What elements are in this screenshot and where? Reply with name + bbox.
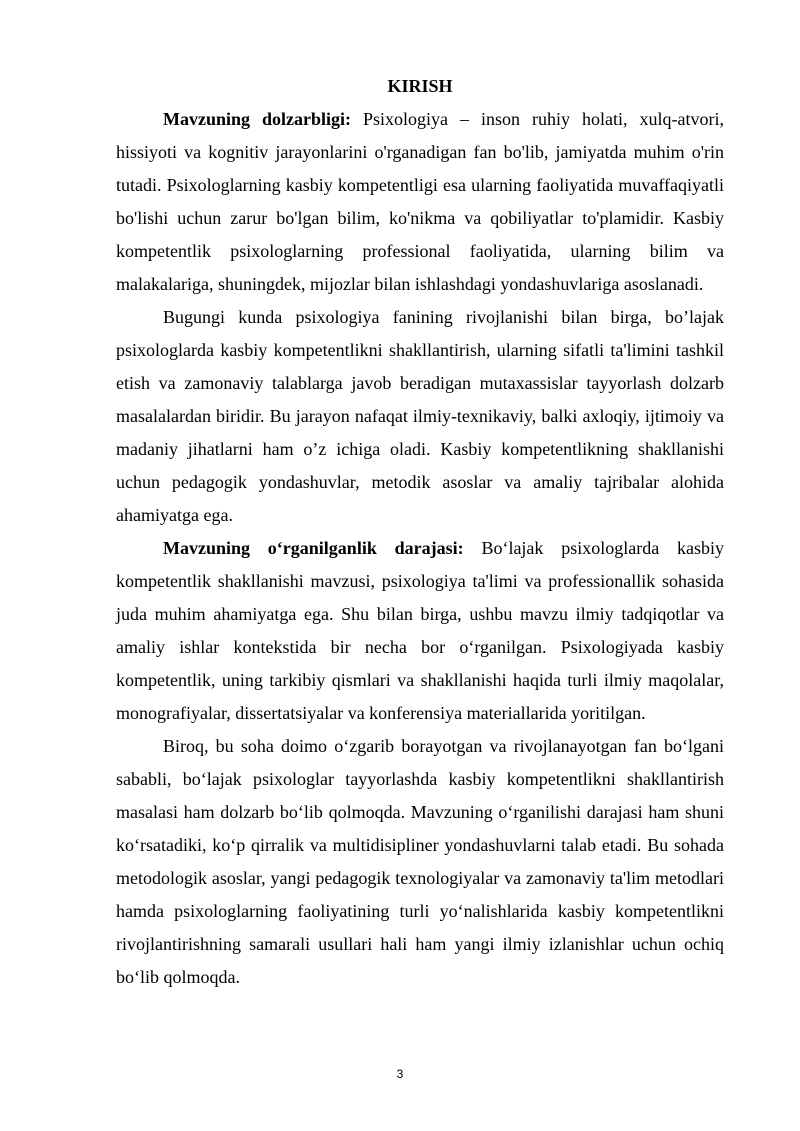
paragraph-lead: Mavzuning dolzarbligi: <box>163 109 352 129</box>
paragraph-body: Psixologiya – inson ruhiy holati, xulq-atvori, hissiyoti va kognitiv jarayonlarini o'rganadigan fan bo'lib, jamiyatda muhim o'rin tutadi. Psixologlarning kasbiy kompetentligi esa ularning faoliyatida muvaffaqiyatli bo'lishi uchun zarur bo'lgan bilim, ko'nikma va qobiliyatlar to'plamidir. Kasbiy kompetentlik psixologlarning professional faoliyatida, ularning bilim va malakalariga, shuningdek, mijozlar bilan ishlashdagi yondashuvlariga asoslanadi. <box>116 109 724 294</box>
paragraph-today <box>116 301 724 532</box>
page-content <box>116 70 724 994</box>
paragraph-body: Biroq, bu soha doimo o‘zgarib borayotgan va rivojlanayotgan fan bo‘lgani sababli, bo‘lajak psixologlar tayyorlashda kasbiy kompetentlikni shakllantirish masalasi ham dolzarb bo‘lib qolmoqda. Mavzuning o‘rganilishi darajasi ham shuni ko‘rsatadiki, ko‘p qirralik va multidisipliner yondashuvlarni talab etadi. Bu sohada metodologik asoslar, yangi pedagogik texnologiyalar va zamonaviy ta'lim metodlari hamda psixologlarning faoliyatining turli yo‘nalishlarida kasbiy kompetentlikni rivojlantirishning samarali usullari hali ham yangi ilmiy izlanishlar uchun ochiq bo‘lib qolmoqda. <box>116 736 724 987</box>
paragraph-lead: Mavzuning o‘rganilganlik darajasi: <box>163 538 464 558</box>
page-number: 3 <box>396 1067 404 1081</box>
paragraph-body: Bugungi kunda psixologiya fanining rivojlanishi bilan birga, bo’lajak psixologlarda kasbiy kompetentlikni shakllantirish, ularning sifatli ta'limini tashkil etish va zamonaviy talablarga javob beradigan mutaxassislar tayyorlash dolzarb masalalardan biridir. Bu jarayon nafaqat ilmiy-texnikaviy, balki axloqiy, ijtimoiy va madaniy jihatlarni ham o’z ichiga oladi. Kasbiy kompetentlikning shakllanishi uchun pedagogik yondashuvlar, metodik asoslar va amaliy tajribalar alohida ahamiyatga ega. <box>116 307 724 525</box>
paragraph-relevance <box>116 103 724 301</box>
paragraph-however <box>116 730 724 994</box>
page-heading: KIRISH <box>387 76 453 96</box>
paragraph-study-level <box>116 532 724 730</box>
paragraph-body: Bo‘lajak psixologlarda kasbiy kompetentlik shakllanishi mavzusi, psixologiya ta'limi va professionallik sohasida juda muhim ahamiyatga ega. Shu bilan birga, ushbu mavzu ilmiy tadqiqotlar va amaliy ishlar kontekstida bir necha bor o‘rganilgan. Psixologiyada kasbiy kompetentlik, uning tarkibiy qismlari va shakllanishi haqida turli ilmiy maqolalar, monografiyalar, dissertatsiyalar va konferensiya materiallarida yoritilgan. <box>116 538 724 723</box>
